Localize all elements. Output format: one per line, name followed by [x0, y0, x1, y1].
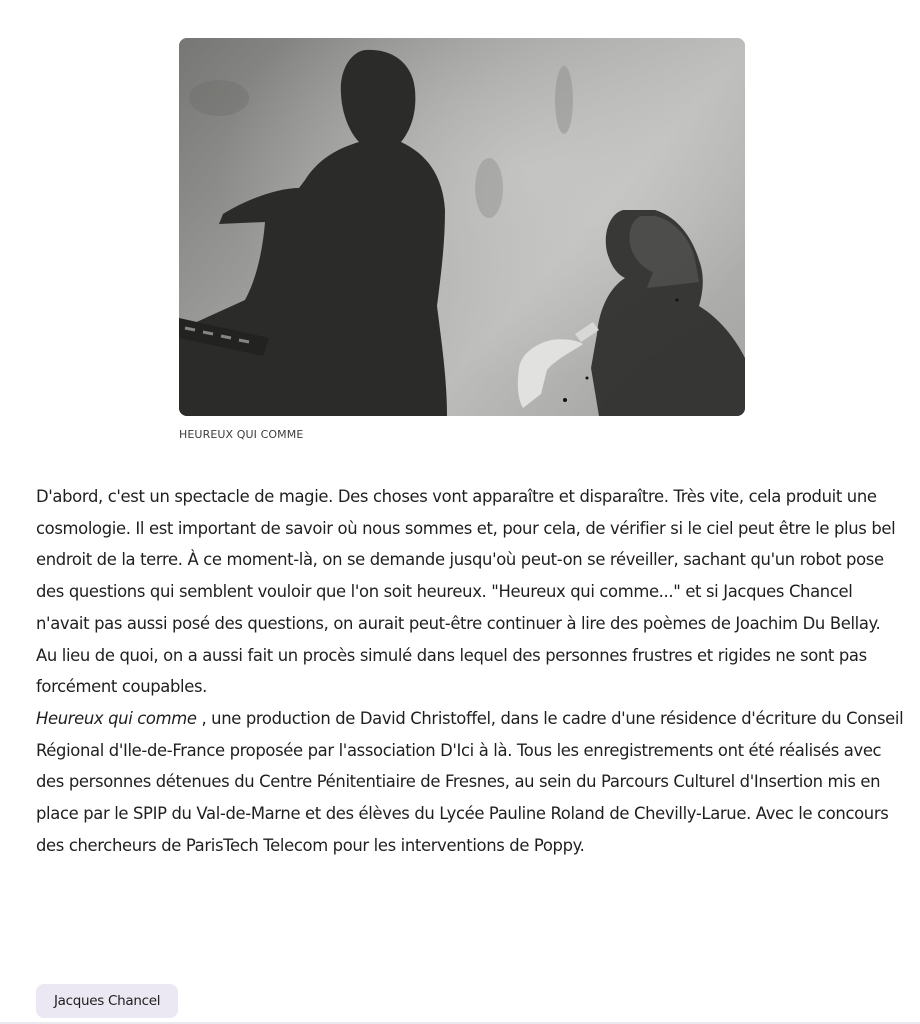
production-title: Heureux qui comme — [36, 708, 197, 728]
tag-jacques-chancel[interactable]: Jacques Chancel — [36, 984, 178, 1018]
article-intro: D'abord, c'est un spectacle de magie. Des choses vont apparaître et disparaître. Très vite, cela produit une cosmologie. Il est important de savoir où nous sommes et, pour cela, de vérifier si le ciel peut être le plus bel endroit de la terre. À ce moment-là, on se demande jusqu'où peut-on se réveiller, sachant qu'un robot pose des questions qui semblent vouloir que l'on soit heureux. "Heureux qui comme..." et si Jacques Chancel n'avait pas aussi posé des questions, on aurait peut-être continuer à lire des poèmes de Joachim Du Bellay. Au lieu de quoi, on a aussi fait un procès simulé dans lequel des personnes frustres et rigides ne sont pas forcément coupables. — [36, 487, 896, 697]
article-photo — [179, 38, 745, 416]
article-credits: , une production de David Christoffel, dans le cadre d'une résidence d'écriture du Conseil Régional d'Ile-de-France proposée par l'association D'Ici à là. Tous les enregistrements ont été réalisés avec des personnes détenues du Centre Pénitentiaire de Fresnes, au sein du Parcours Culturel d'Insertion mis en place par le SPIP du Val-de-Marne et des élèves du Lycée Pauline Roland de Chevilly-Larue. Avec le concours des chercheurs de ParisTech Telecom pour les interventions de Poppy. — [36, 708, 904, 855]
shadow-photo-graphic — [179, 38, 745, 416]
article-body — [36, 481, 904, 861]
photo-caption: HEUREUX QUI COMME — [179, 428, 304, 441]
